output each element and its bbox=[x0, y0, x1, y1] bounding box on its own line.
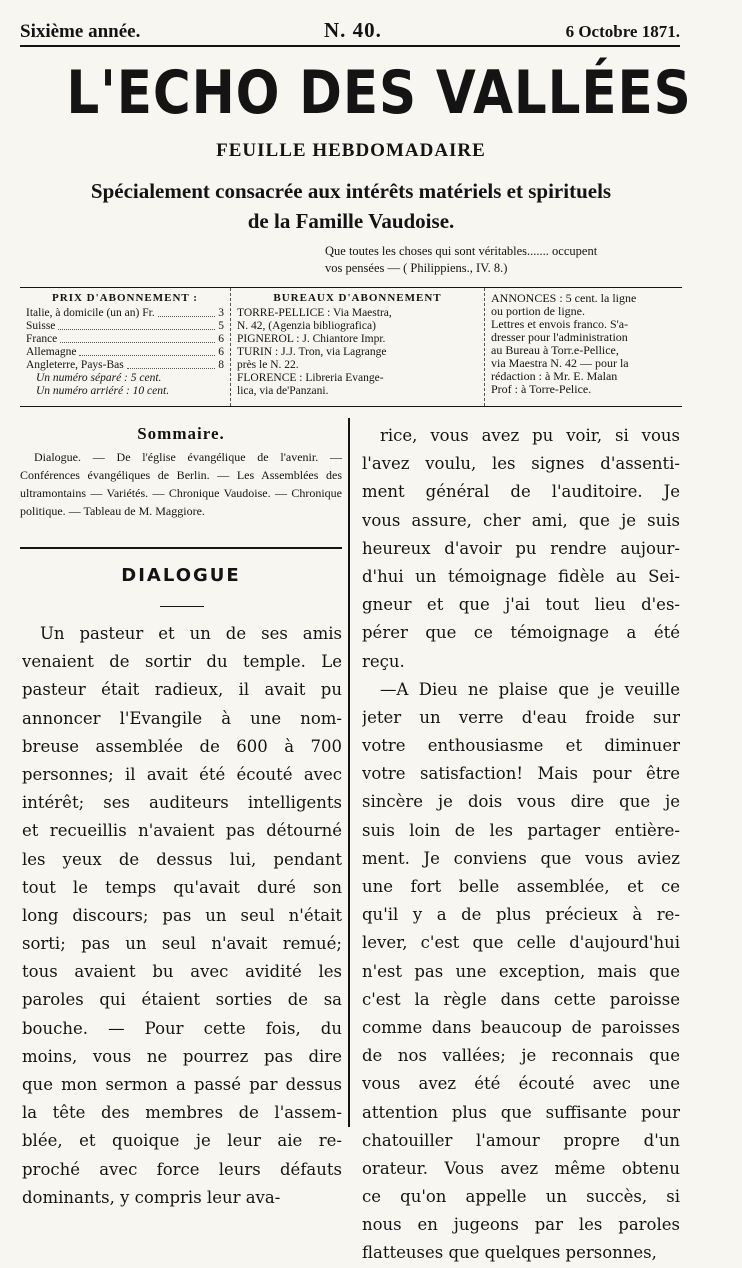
article-line: orateur. Vous avez même obtenu bbox=[362, 1158, 680, 1178]
article-line: proché avec force leurs défauts bbox=[22, 1159, 342, 1179]
article-line: votre satisfaction! Mais pour être bbox=[362, 764, 680, 784]
article-line: —A Dieu ne plaise que je veuille bbox=[380, 679, 680, 699]
announcement-line: Lettres et envois franco. S'a- bbox=[491, 317, 629, 331]
article-line: moins, vous ne pourrez pas dire bbox=[22, 1046, 342, 1066]
article-line: breuse assemblée de 600 à 700 bbox=[22, 736, 342, 756]
announcement-line: ou portion de ligne. bbox=[491, 304, 585, 318]
office-line: près le N. 22. bbox=[237, 359, 299, 371]
summary-heading: Sommaire. bbox=[137, 424, 225, 443]
article-line: de nos vallées; je reconnais que bbox=[362, 1046, 680, 1066]
issue-line bbox=[20, 18, 680, 42]
leader-dots bbox=[127, 359, 216, 369]
article-line: heureux d'avoir pu rendre aujour- bbox=[362, 538, 680, 558]
summary-rule bbox=[20, 547, 342, 549]
leader-dots bbox=[158, 307, 216, 317]
info-box bbox=[20, 287, 682, 407]
price-value: 6 bbox=[218, 333, 224, 345]
leader-dots bbox=[60, 333, 215, 343]
article-line: pérer que ce témoignage a été bbox=[362, 623, 680, 643]
article-line: vous assure, cher ami, que je suis bbox=[362, 510, 680, 530]
leader-dots bbox=[58, 320, 215, 330]
article-line: n'est pas une exception, mais que bbox=[362, 961, 680, 981]
article-line: annoncer l'Evangile à une nom- bbox=[22, 708, 342, 728]
article-line: tous avaient bu avec avidité les bbox=[22, 962, 342, 982]
article-line: vous avez été écouté avec une bbox=[362, 1074, 680, 1094]
article-line: venaient de sortir du temple. Le bbox=[22, 652, 342, 672]
article-line: une fort belle assemblée, et ce bbox=[362, 877, 680, 896]
subscription-offices bbox=[230, 288, 485, 406]
article-line: chatouiller l'amour propre d'un bbox=[362, 1130, 680, 1150]
article-line: nous en jugeons par les paroles bbox=[362, 1215, 680, 1235]
price-label: Suisse bbox=[26, 320, 56, 332]
subscription-heading: PRIX D'ABONNEMENT : bbox=[52, 292, 198, 304]
article-title: DIALOGUE bbox=[121, 565, 241, 586]
article-line: lever, c'est que celle d'aujourd'hui bbox=[362, 933, 680, 953]
article-left-column bbox=[22, 620, 342, 1212]
announcement-line: au Bureau à Torr.e-Pellice, bbox=[491, 343, 619, 357]
office-line: PIGNEROL : J. Chiantore Impr. bbox=[237, 333, 386, 345]
announcement-line: dresser pour l'administration bbox=[491, 330, 628, 344]
leader-dots bbox=[79, 346, 215, 356]
article-line: blée, et quoique je leur aie re- bbox=[22, 1131, 342, 1151]
price-row bbox=[26, 320, 224, 333]
article-line: sincère je dois vous dire que je bbox=[362, 792, 680, 812]
price-row bbox=[26, 346, 224, 359]
article-line: comme dans beaucoup de paroisses bbox=[362, 1017, 680, 1037]
summary-section bbox=[20, 424, 342, 520]
article-line: long discours; pas un seul n'était bbox=[22, 905, 342, 925]
article-line: bouche. — Pour cette fois, du bbox=[22, 1018, 342, 1038]
article-line: intérêt; ses auditeurs intelligents bbox=[22, 793, 342, 813]
article-line: d'hui un témoignage fidèle au Sei- bbox=[362, 566, 680, 586]
tagline-line-2: de la Famille Vaudoise. bbox=[247, 209, 455, 233]
article-line: attention plus que suffisante pour bbox=[362, 1102, 680, 1122]
article-line: et recueillis n'avaient pas détourné bbox=[22, 821, 342, 841]
column-divider bbox=[348, 418, 350, 1127]
masthead-subtitle: FEUILLE HEBDOMADAIRE bbox=[216, 140, 486, 161]
price-value: 6 bbox=[218, 346, 224, 358]
single-issue-price: Un numéro séparé : 5 cent. bbox=[36, 372, 162, 384]
price-row bbox=[26, 333, 224, 346]
announcement-line: via Maestra N. 42 — pour la bbox=[491, 356, 629, 370]
article-line: l'avez voulu, les signes d'assenti- bbox=[362, 454, 680, 474]
price-value: 3 bbox=[218, 307, 224, 319]
article-line: pasteur était radieux, il avait pu bbox=[22, 680, 342, 700]
article-line: que mon sermon a passé par dessus bbox=[22, 1075, 342, 1094]
article-line: ment général de l'auditoire. Je bbox=[362, 482, 680, 502]
price-row bbox=[26, 307, 224, 320]
announcement-line: Prof : à Torre-Pelice. bbox=[491, 382, 592, 396]
price-label: France bbox=[26, 333, 58, 345]
article-line: ce qu'on appelle un succès, si bbox=[362, 1187, 680, 1207]
article-line: gneur et que j'ai tout lieu d'es- bbox=[362, 595, 680, 615]
tagline-line-1: Spécialement consacrée aux intérêts matériels et spirituels bbox=[90, 179, 612, 203]
article-line: la tête des membres de l'assem- bbox=[22, 1103, 342, 1123]
office-line: TORRE-PELLICE : Via Maestra, bbox=[237, 307, 392, 319]
article-line: Un pasteur et un de ses amis bbox=[40, 624, 342, 643]
office-line: lica, via de'Panzani. bbox=[237, 385, 329, 397]
issue-number: N. 40. bbox=[323, 18, 382, 42]
announcement-line: ANNONCES : 5 cent. la ligne bbox=[491, 291, 637, 305]
masthead-tagline bbox=[20, 176, 682, 236]
price-label: Angleterre, Pays-Bas bbox=[26, 359, 124, 371]
price-label: Allemagne bbox=[26, 346, 77, 358]
article-line: suis loin de les partager entière- bbox=[362, 820, 680, 840]
article-line: c'est la règle dans cette paroisse bbox=[362, 989, 680, 1009]
summary-text: Dialogue. — De l'église évangélique de l'avenir. — Conférences évangéliques de Berlin. — Les Assemblées des ultramontains — Variétés. — Chronique Vaudoise. — Chronique politique. — Tableau de M. Maggiore. bbox=[20, 450, 342, 518]
masthead-title: L'ECHO DES VALLÉES bbox=[66, 58, 692, 128]
article-line: paroles qui étaient sorties de sa bbox=[22, 990, 342, 1010]
article-line: dominants, y compris leur ava- bbox=[22, 1187, 281, 1207]
article-line: rice, vous avez pu voir, si vous bbox=[380, 426, 680, 445]
offices-heading: BUREAUX D'ABONNEMENT bbox=[273, 292, 442, 304]
epigraph-line-2: vos pensées — ( Philippiens., IV. 8.) bbox=[325, 261, 508, 275]
epigraph bbox=[325, 243, 685, 277]
subscription-prices bbox=[20, 288, 230, 406]
article-line: ment. Je conviens que vous aviez bbox=[362, 848, 680, 868]
office-line: N. 42, (Agenzia bibliografica) bbox=[237, 320, 376, 332]
price-value: 5 bbox=[218, 320, 224, 332]
office-line: TURIN : J.J. Tron, via Lagrange bbox=[237, 346, 387, 358]
year-label: Sixième année. bbox=[20, 21, 141, 42]
article-line: reçu. bbox=[362, 651, 405, 671]
back-issue-price: Un numéro arriéré : 10 cent. bbox=[36, 385, 170, 397]
issue-date: 6 Octobre 1871. bbox=[565, 22, 680, 41]
top-rule bbox=[20, 45, 680, 47]
price-label: Italie, à domicile (un an) Fr. bbox=[26, 307, 155, 319]
epigraph-line-1: Que toutes les choses qui sont véritables....... occupent bbox=[325, 244, 598, 258]
office-line: FLORENCE : Libreria Evange- bbox=[237, 372, 384, 384]
article-line: les yeux de dessus lui, pendant bbox=[22, 849, 342, 869]
article-line: jeter un verre d'eau froide sur bbox=[362, 707, 680, 727]
article-line: tout le temps qu'avait duré son bbox=[22, 877, 342, 897]
article-line: sorti; pas un seul n'avait remué; bbox=[22, 934, 342, 954]
article-line: personnes; il avait été écouté avec bbox=[22, 764, 342, 784]
article-line: qu'il y a de plus précieux à re- bbox=[362, 905, 680, 925]
article-right-column bbox=[362, 422, 680, 1268]
price-value: 8 bbox=[218, 359, 224, 371]
title-rule bbox=[160, 606, 204, 607]
article-line: flatteuses que quelques personnes, bbox=[362, 1243, 657, 1263]
price-row bbox=[26, 359, 224, 372]
article-line: votre enthousiasme et diminuer bbox=[362, 736, 680, 756]
announcement-line: rédaction : à Mr. E. Malan bbox=[491, 369, 618, 383]
announcements bbox=[485, 288, 682, 406]
